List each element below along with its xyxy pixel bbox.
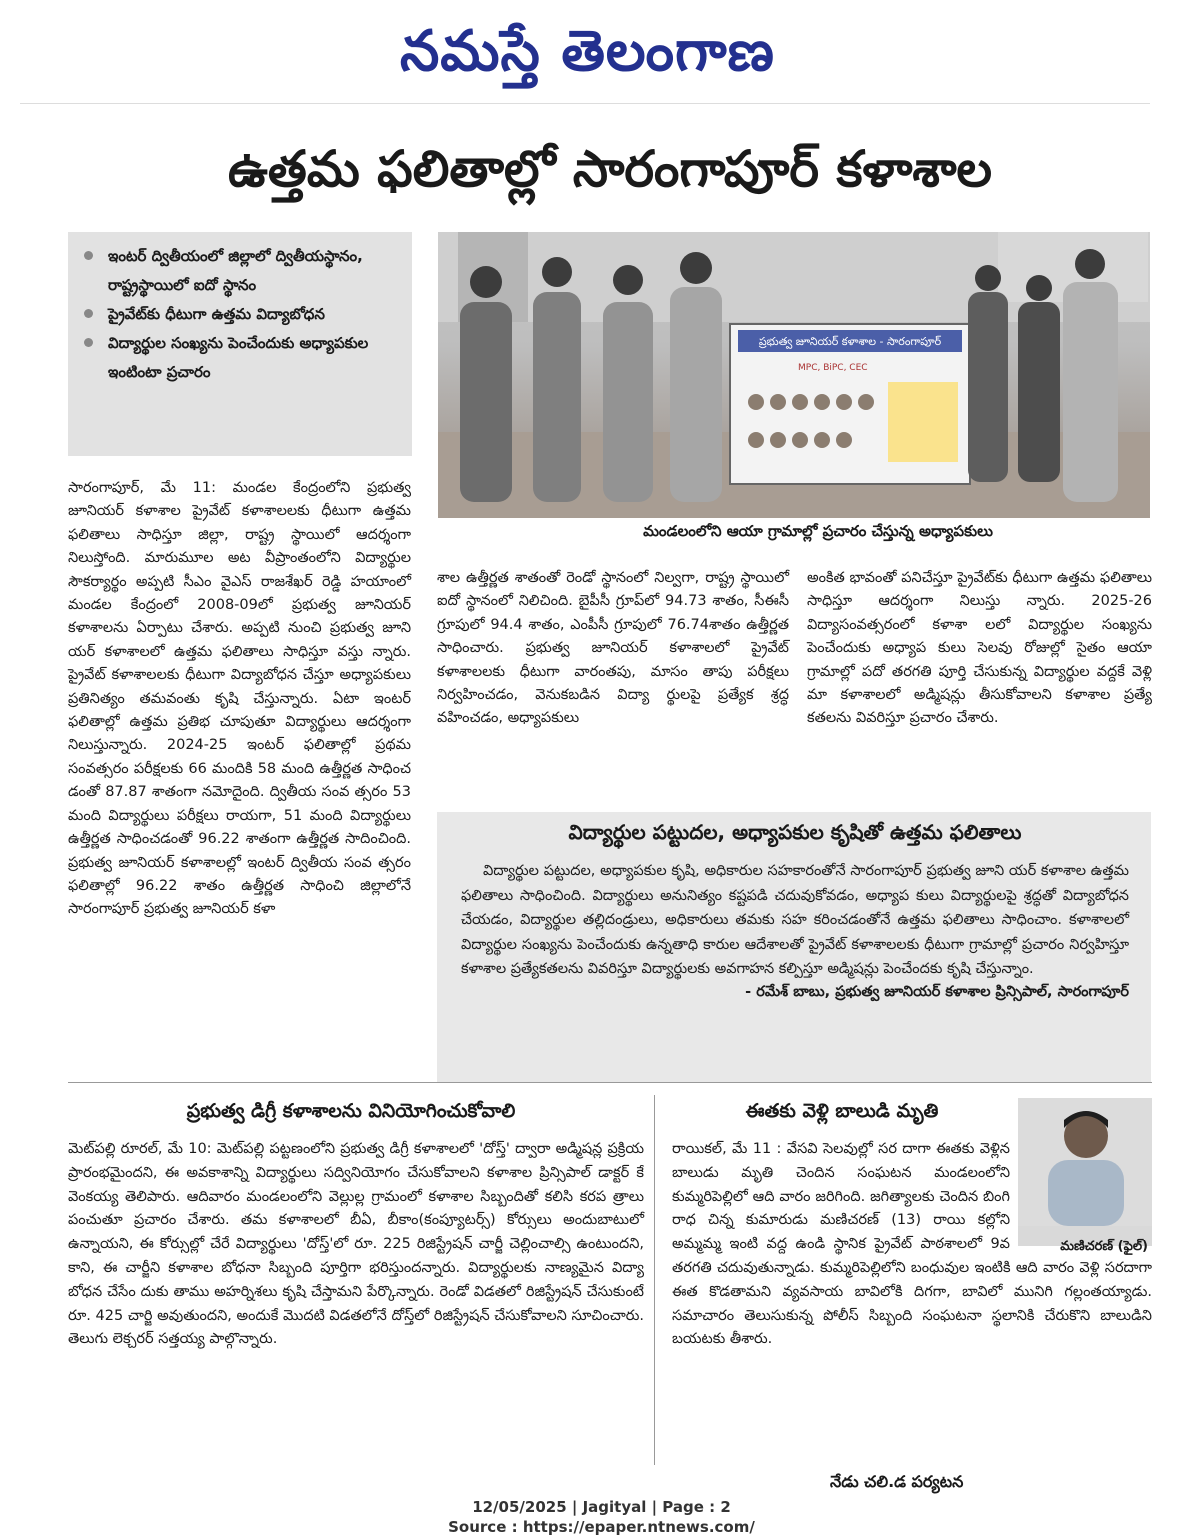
main-headline: ఉత్తమ ఫలితాల్లో సారంగాపూర్ కళాశాల bbox=[228, 140, 992, 198]
main-story-column-3: అంకిత భావంతో పనిచేస్తూ ప్రైవేట్‌కు ధీటుగా ఉత్తమ ఫలితాలు సాధిస్తూ ఆదర్శంగా నిలుస్తు న్నారు. 2025-26 విద్యాసంవత్సరంలో కళాశా లలో విద్యార్థుల సంఖ్యను పెంచేందుకు అధ్యాప కులు సెలవు రోజుల్లో సైతం ఆయా గ్రామాల్లో పదో తరగతి పూర్తి చేసుకున్న విద్యార్థుల వద్దకే వెళ్లి మా కళాశాలలో అడ్మిషన్లు తీసుకోవాలని కళాశాల ప్రత్యే కతలను వివరిస్తూ ప్రచారం చేశారు. bbox=[807, 570, 1152, 727]
section-divider bbox=[68, 1082, 1152, 1083]
banner-title: ప్రభుత్వ జూనియర్ కళాశాల - సారంగాపూర్ bbox=[758, 335, 942, 348]
masthead bbox=[0, 8, 1203, 88]
continued-story-teaser: నేడు చలి.డ పర్యటన bbox=[830, 1472, 964, 1491]
bullet-icon bbox=[84, 309, 93, 318]
degree-college-headline: ప్రభుత్వ డిగ్రీ కళాశాలను వినియోగించుకోవాలి bbox=[186, 1100, 516, 1122]
highlight-item: ఇంటర్ ద్వితీయంలో జిల్లాలో ద్వితీయస్థానం, రాష్ట్రస్థాయిలో ఐదో స్థానం bbox=[82, 242, 400, 300]
bullet-icon bbox=[84, 338, 93, 347]
quote-box-body: విద్యార్థుల పట్టుదల, అధ్యాపకుల కృషి, అధికారుల సహకారంతోనే సారంగాపూర్ ప్రభుత్వ జూని యర్ కళాశాల ఉత్తమ ఫలితాలు సాధించింది. విద్యార్థులు అనునిత్యం కష్టపడి చదువుకోవడం, అధ్యాప కులు విద్యార్థులపై శ్రద్ధతో విద్యాబోధన చేయడం, విద్యార్థుల తల్లిదండ్రులు, అధికారులు తమకు సహ కరించడంతోనే ఉత్తమ ఫలితాలు సాధించాం. కళాశాలలో విద్యార్థుల సంఖ్యను పెంచేందుకు ఉన్నతాధి కారుల ఆదేశాలతో ప్రైవేట్ కళాశాలలకు ధీటుగా గ్రామాల్లో ప్రచారం నిర్వహిస్తూ కళాశాల ప్రత్యేకతలను వివరిస్తూ విద్యార్థులకు అవగాహన కల్పిస్తూ అడ్మిషన్లు పెంచేందకు కృషి చేస్తున్నాం. bbox=[461, 863, 1129, 977]
drowning-story-container bbox=[672, 1138, 1152, 1352]
banner-subtitle: MPC, BiPC, CEC bbox=[798, 363, 868, 373]
photo-illustration bbox=[438, 232, 1150, 518]
boy-portrait bbox=[1018, 1098, 1152, 1226]
highlights-box bbox=[68, 232, 412, 456]
footer-edition-info: 12/05/2025 | Jagityal | Page : 2 bbox=[472, 1498, 731, 1516]
boy-photo-block bbox=[1018, 1098, 1152, 1254]
photo-caption: మండలంలోని ఆయా గ్రామాల్లో ప్రచారం చేస్తున్న అధ్యాపకులు bbox=[643, 522, 993, 540]
highlight-item: ప్రైవేట్‌కు ధీటుగా ఉత్తమ విద్యాబోధన bbox=[82, 300, 400, 329]
footer-source-link[interactable]: Source : https://epaper.ntnews.com/ bbox=[448, 1518, 755, 1536]
principal-quote-box bbox=[437, 812, 1151, 1082]
drowning-story: రాయికల్, మే 11 : వేసవి సెలవుల్లో సర దాగా ఈతకు వెళ్లిన బాలుడు మృతి చెందిన సంఘటన మండలంలోని కుమ్మరిపెల్లిలో ఆది వారం జరిగింది. జగిత్యాలకు చెందిన బింగి రాధ చిన్న కుమారుడు మణిచరణ్ (13) రాయి కల్లోని అమ్మమ్మ ఇంటి వద్ద ఉండి స్థానిక ప్రైవేట్ పాఠశాలలో 9వ తరగతి చదువుతున్నాడు. కుమ్మరిపెల్లిలోని బంధువుల ఇంటికి ఆది వారం వెళ్లి సరదాగా ఈత కొడతామని వ్యవసాయ బావిలోకి దిగగా, బావిలో మునిగి గల్లంతయ్యాడు. సమాచారం తెలుసుకున్న పోలీస్ సిబ్బంది సంఘటనా స్థలానికి చేరుకొని బాలుడిని బయటకు తీశారు. bbox=[672, 1141, 1152, 1348]
main-story-column-1: సారంగాపూర్, మే 11: మండల కేంద్రంలోని ప్రభుత్వ జూనియర్ కళాశాల ప్రైవేట్ కళాశాలలకు ధీటుగా ఉత్తమ ఫలితాలు సాధిస్తూ జిల్లా, రాష్ట్ర స్థాయిలో ఆదర్శంగా నిలుస్తోంది. మారుమూల అట వీప్రాంతంలోని విద్యార్థుల సౌకర్యార్థం అప్పటి సీఎం వైఎస్ రాజశేఖర్ రెడ్డి హయాంలో మండల కేంద్రంలో 2008-09లో ప్రభుత్వ జూనియర్ కళాశాలను ఏర్పాటు చేశారు. అప్పటి నుంచి ప్రభుత్వ జూని యర్ కళాశాలలో ఉత్తమ ఫలితాలు సాధిస్తూ వస్తు న్నారు. ప్రైవేట్ కళాశాలలకు ధీటుగా విద్యాబోధన చేస్తూ అధ్యాపకులు ప్రతినిత్యం తమవంతు కృషి చేస్తున్నారు. ఏటా ఇంటర్ ఫలితాల్లో ఉత్తమ ప్రతిభ చూపుతూ విద్యార్థులు ఆదర్శంగా నిలుస్తున్నారు. 2024-25 ఇంటర్ ఫలితాల్లో ప్రథమ సంవత్సరం పరీక్షలకు 66 మందికి 58 మంది ఉత్తీర్ణత సాధించ డంతో 87.87 శాతంగా నమోదైంది. ద్వితీయ సంవ త్సరం 53 మంది విద్యార్థులు పరీక్షలు రాయగా, 51 మంది విద్యార్థులు ఉత్తీర్ణత సాధించడంతో 96.22 శాతంగా ఉత్తీర్ణత సాదించింది. ప్రభుత్వ జూనియర్ కళాశాలల్లో ఇంటర్ ద్వితీయ సంవ త్సరం ఫలితాల్లో 96.22 శాతం ఉత్తీర్ణత సాధించి జిల్లాలోనే సారంగాపూర్ ప్రభుత్వ జూనియర్ కళా bbox=[68, 480, 411, 918]
news-photo bbox=[438, 232, 1150, 518]
boy-photo bbox=[1018, 1098, 1152, 1254]
masthead-divider bbox=[20, 103, 1150, 104]
quote-signature: - రమేశ్ బాబు, ప్రభుత్వ జూనియర్ కళాశాల ప్రిన్సిపాల్, సారంగాపూర్ bbox=[745, 983, 1129, 1000]
bullet-icon bbox=[84, 251, 93, 260]
degree-college-story: మెట్‌పల్లి రూరల్, మే 10: మెట్‌పల్లి పట్టణంలోని ప్రభుత్వ డిగ్రీ కళాశాలలో 'దోస్త్' ద్వారా అడ్మిషన్ల ప్రక్రియ ప్రారంభమైందని, ఈ అవకాశాన్ని విద్యార్థులు సద్వినియోగం చేసుకోవాలని కళాశాల ప్రిన్సిపాల్ డాక్టర్ కే వెంకయ్య తెలిపారు. ఆదివారం మండలంలోని వెల్లుల్ల గ్రామంలో కళాశాల సిబ్బందితో కలిసి కరప త్రాలు పంచుతూ ప్రచారం చేశారు. తమ కళాశాలలో బీఏ, బీకాం(కంప్యూటర్స్) కోర్సులు అందుబాటులో ఉన్నాయని, ఈ కోర్సుల్లో చేరే విద్యార్థులు 'దోస్త్'లో రూ. 225 రిజిస్ట్రేషన్ చార్జీ చెల్లించాల్సి ఉంటుందని, కాని, ఈ చార్జీని కళాశాల బోధనా సిబ్బంది పూర్తిగా భరిస్తుందన్నారు. విద్యార్థులకు నాణ్యమైన విద్యా బోధన చేసేం దుకు తాము అహర్నిశలు కృషి చేస్తామని పేర్కొన్నారు. రెండో విడతలో రిజిస్ట్రేషన్ చేసుకుంటే రూ. 425 చార్జి అవుతుందని, అందుకే మొదటి విడతలోనే దోస్త్‌లో రిజిస్ట్రేషన్ చేసుకోవాలని సూచించారు. తెలుగు లెక్చరర్ సత్తయ్య పాల్గొన్నారు. bbox=[68, 1141, 644, 1348]
quote-box-title: విద్యార్థుల పట్టుదల, అధ్యాపకుల కృషితో ఉత్తమ ఫలితాలు bbox=[568, 820, 1022, 844]
drowning-headline: ఈతకు వెళ్లి బాలుడి మృతి bbox=[745, 1100, 939, 1122]
main-story-column-2: శాల ఉత్తీర్ణత శాతంతో రెండో స్థానంలో నిల్వగా, రాష్ట్ర స్థాయిలో ఐదో స్థానంలో నిలిచింది. బైపీసీ గ్రూప్‌లో 94.73 శాతం, సీఈసీ గ్రూపులో 94.4 శాతం, ఎంపీసీ గ్రూపులో 76.74శాతం ఉత్తీర్ణత సాధించారు. ప్రభుత్వ జూనియర్ కళాశాలలో ప్రైవేట్ కళాశాలలకు ధీటుగా వారంతపు, మాసం తాపు పరీక్షలు నిర్వహించడం, వెనుకబడిన విద్యా ర్థులపై ప్రత్యేక శ్రద్ధ వహించడం, అధ్యాపకులు bbox=[437, 570, 789, 727]
column-divider bbox=[654, 1095, 655, 1465]
page-footer bbox=[0, 1497, 1203, 1537]
boy-photo-caption: మణిచరణ్ (ఫైల్) bbox=[1060, 1238, 1148, 1254]
highlight-item: విద్యార్థుల సంఖ్యను పెంచేందుకు అధ్యాపకుల ఇంటింటా ప్రచారం bbox=[82, 329, 400, 387]
masthead-logo: నమస్తే తెలంగాణ bbox=[400, 18, 775, 84]
